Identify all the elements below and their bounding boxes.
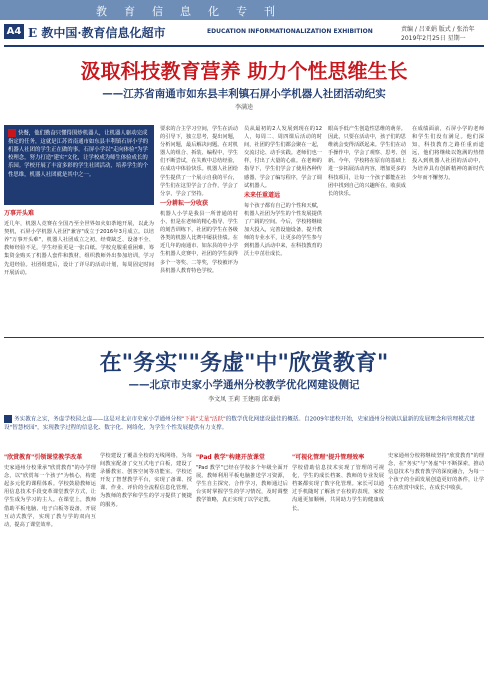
article1-col2-body: 机器人小学是我县一所普通的村小，但是在老师的精心指导、学生的刻苦训练下，社团的学生在各级各类的机器人比赛中屡获佳绩。在近几年的南通市、如东县的中小学生机器人竞赛中，社团的学生获得多个一等奖、二等奖，学校被评为县机器人教育特色学校。 [160,210,238,274]
article2-col5 [388,452,484,688]
article1-col5 [412,125,484,332]
article2-col1-body: 史家通州分校秉承"欣赏教育"的办学理念，以"欣赏每一个孩子"为核心，构建起多元化的课程体系。学校鼓励教师运用信息技术手段变革课堂教学方式，让学生成为学习的主人。在课堂上，教师借助平板电脑、电子白板等设备，开展互动式教学，实现了教与学的双向互动，提高了课堂效率。 [4,465,96,528]
article1-col4 [328,125,406,332]
article1-col2-heading: 一分耕耘一分收获 [160,199,209,207]
article2-col2 [100,452,192,688]
article2-lead-suffix: 的数学优化网建设最佳的概括。自2009年建校开始，史家通州分校就以最新的发展理念和管理模式建设"智慧校园"，实现教学过程的信息化、数字化、网络化，为学生个性发展提供有力支撑。 [4,416,475,431]
article2-col3 [196,452,288,688]
article-divider [4,337,484,338]
article1-col4-text: 眼高手低产生创造性思维的萌芽。因此，只要在活动中，孩子们的思维就会变得活跃起来。学生们在动手操作中，学会了观察、思考、创新。今年，学校将在原有的基础上进一步拓展活动内容，增加更多的科技项目，让每一个孩子都能在社团中找到自己的兴趣所在，收获成长的快乐。 [328,126,406,197]
article1-section-body: 近几年，机器人竞赛在全国乃至全世界如火如荼地开展，以此为契机，石屏小学机器人社团"兼容"成立于2016年3月成立。以培养"万事开头难"，机器人社团成立之初，经费缺乏、设备不全、教师经验不足，学生经验更是一张白纸。学校克服重重困难，筹集资金购买了机器人套件和教材，组织教师外出参加培训，学习先进经验。社团组建后，设计了详尽的活动计划，每周固定时间开展活动。 [4,221,154,276]
article1-col1 [4,208,154,332]
article1-col4-end: 在成绩面前，石屏小学的老师和学生们没有满足。他们深知，科技教育之路任重而道远，他们将继续以饱满的热情投入到机器人社团的活动中，为培养具有创新精神的新时代少年而不懈努力。 [412,126,484,181]
article2-subtitle: ——北京市史家小学通州分校教学优化网建设侧记 [128,379,360,391]
english-section-title: EDUCATION INFORMATIONALIZATION EXHIBITION [207,28,373,35]
article2-col4-body: 学校借助信息技术实现了管理的可视化，学生的成长档案、教师的专业发展档案都实现了数字化管理。家长可以通过手机随时了解孩子在校的表现，家校沟通更加顺畅，共同助力学生的健康成长。 [292,465,384,512]
article1-lead-text: 快餐，他们勤奋只懂得围炒机器人，让机器人驱动完成指定的任务，这就是江苏省南通市如东县丰利镇石屏小学的机器人社团的学生正在做的事。石屏小学以"走向体验"为学校理念，努力打造"建实"文化，让学校成为师生体验成长的乐园。学校开展了丰富多彩的学生社团活动，培养学生的个性思维，机器人社团就是其中之一。 [8,130,149,178]
article1-title: 汲取科技教育营养 助力个性思维生长 [80,59,408,83]
editor-credit: 责编 / 吕亚娟 版式 / 张治年 [401,26,475,33]
article2-col3-body: "Pad 教学"已经在学校多个年级全面开展。教师利用平板电脑推送学习资源，学生自主探究、合作学习，教师通过后台实时掌握学生的学习情况，及时调整教学策略，真正实现了以学定教。 [196,465,288,504]
article1-section-heading: 万事开头难 [4,210,35,217]
article2-lead [4,415,484,447]
article1-col3-heading: 未来任重道远 [244,191,281,199]
section-band [0,0,488,20]
article1-subtitle: ——江苏省南通市如东县丰利镇石屏小学机器人社团活动纪实 [102,88,386,100]
article1-col2 [160,125,238,332]
article2-col5-body: 史家通州分校将继续坚持"欣赏教育"的理念，在"务实"与"务虚"中不断探索，推动信息技术与教育教学的深度融合，为每一个孩子的全面发展创造更好的条件，让学生在欣赏中成长，在成长中收获。 [388,453,484,492]
article2-col3-heading: "Pad 教学"构建开放课堂 [196,454,265,461]
section-brand: E 教中国·教育信息化超市 [28,26,166,40]
article1-col3-body: 每个孩子都有自己的个性和天赋，机器人社团为学生的个性发展提供了广阔的空间。今后，学校将继续加大投入，完善设施设备，提升教师的专业水平，让更多的学生参与到机器人活动中来，在科技教育的沃土中茁壮成长。 [244,202,322,258]
article1-col3 [244,125,322,332]
page-number: A4 [4,24,24,39]
quote-icon [4,415,12,423]
article2-col4-heading: "可视化管理"提升管理效率 [292,454,365,461]
article1-col2-text: 要求的合主学习空间，学生在活动的引导下，独立思考，提出问题，分析问题，最后解决问题。在对机器人的组合、拆装、编程中，学生们不断尝试，在失败中总结经验，在成功中体验快乐。机器人社团给学生提供了一个展示自我的平台，学生们在这里学会了合作，学会了分享，学会了坚持。 [160,126,238,197]
masthead-rule [4,45,484,47]
article1-lead [4,125,154,205]
article2-col1-heading: "欣赏教育"引领课堂教学改革 [4,454,83,461]
article1-col3-text: 员从最初的2人发展到现在的12人，每周二、周四课后活动的时间，社团的学生们都会聚在一起，交流讨论、动手实践。老师们也一样，付出了大量的心血。在老师的指导下，学生们学会了使用各种传感器，学会了编写程序，学会了调试机器人。 [244,126,322,189]
quote-icon [8,129,16,137]
article2-lead-prefix: 务实教育之实，务虚学校园之虚——这是对北京市史家小学通州分校 [14,416,182,423]
article2-lead-highlight: "下载"丈量"活跃" [181,416,226,423]
masthead [4,23,484,43]
article1-author: 李满逵 [234,104,253,111]
article2-title: 在"务实""务虚"中"欣赏教育" [99,351,389,376]
article2-author: 李文凤 王莉 王建雨 邱亚娟 [208,396,280,403]
article2-col2-body: 学校建设了覆盖全校的无线网络，为每间教室配备了交互式电子白板，建设了录播教室、创客空间等功能室。学校还开发了智慧教学平台，实现了备课、授课、作业、评价的全流程信息化管理，为教师的教学和学生的学习提供了便捷的服务。 [100,453,192,508]
article2-col1 [4,452,96,688]
series-title: 教育信息化专刊 [96,5,292,18]
article2-col4 [292,452,384,688]
issue-date: 2019年2月25日 星期一 [401,35,466,42]
